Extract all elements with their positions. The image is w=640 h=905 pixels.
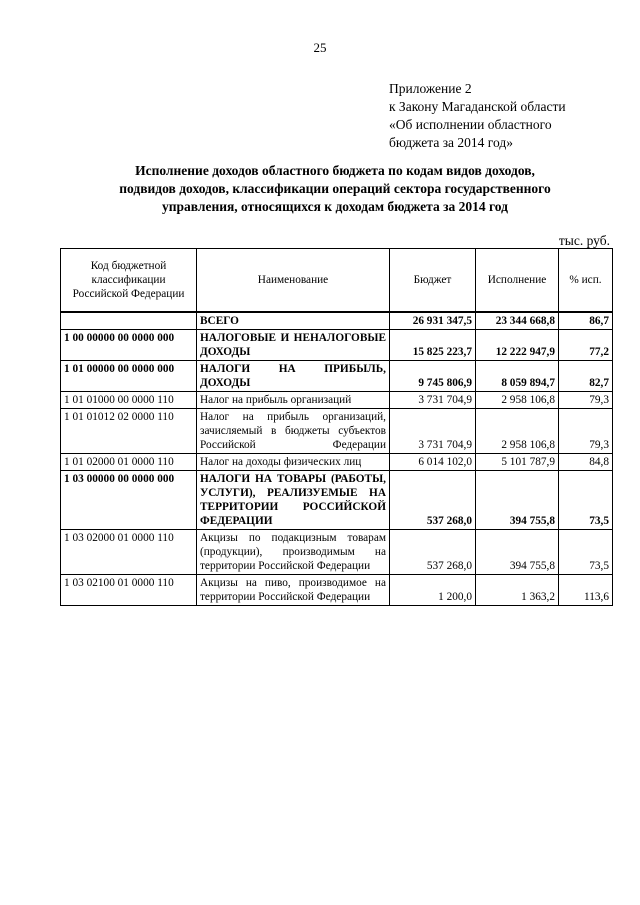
document-title [70, 162, 600, 216]
unit-label: тыс. руб. [558, 233, 610, 248]
row-budget: 9 745 806,9 [390, 361, 476, 392]
row-execution: 394 755,8 [476, 530, 559, 575]
appendix-line: бюджета за 2014 год» [389, 135, 513, 150]
table-row [61, 409, 613, 454]
table-header-row [61, 249, 613, 313]
row-budget: 15 825 223,7 [390, 330, 476, 361]
row-name: НАЛОГИ НА ТОВАРЫ (РАБОТЫ, УСЛУГИ), РЕАЛИЗУЕМЫЕ НА ТЕРРИТОРИИ РОССИЙСКОЙ ФЕДЕРАЦИИ [197, 471, 390, 530]
title-line: управления, относящихся к доходам бюджета за 2014 год [161, 199, 508, 214]
row-execution: 394 755,8 [476, 471, 559, 530]
row-name: Налог на прибыль организаций, зачисляемый в бюджеты субъектов Российской Федерации [197, 409, 390, 454]
row-percent: 79,3 [559, 409, 613, 454]
page-number: 25 [313, 40, 327, 55]
row-percent: 73,5 [559, 471, 613, 530]
header-percent: % исп. [559, 249, 613, 313]
title-line: Исполнение доходов областного бюджета по кодам видов доходов, [135, 163, 535, 178]
table-row [61, 575, 613, 606]
row-percent: 77,2 [559, 330, 613, 361]
row-code: 1 01 01000 00 0000 110 [61, 392, 197, 409]
title-line: подвидов доходов, классификации операций сектора государственного [119, 181, 551, 196]
row-code: 1 03 00000 00 0000 000 [61, 471, 197, 530]
table-row [61, 471, 613, 530]
header-budget: Бюджет [390, 249, 476, 313]
row-budget: 537 268,0 [390, 471, 476, 530]
row-budget: 6 014 102,0 [390, 454, 476, 471]
row-code: 1 01 01012 02 0000 110 [61, 409, 197, 454]
row-budget: 537 268,0 [390, 530, 476, 575]
row-name: НАЛОГИ НА ПРИБЫЛЬ, ДОХОДЫ [197, 361, 390, 392]
row-name: ВСЕГО [197, 312, 390, 330]
header-code: Код бюджетной классификации Российской Федерации [61, 249, 197, 313]
row-code [61, 312, 197, 330]
row-code: 1 03 02000 01 0000 110 [61, 530, 197, 575]
row-execution: 8 059 894,7 [476, 361, 559, 392]
table-row [61, 361, 613, 392]
appendix-line: «Об исполнении областного [389, 117, 552, 132]
row-percent: 86,7 [559, 312, 613, 330]
row-percent: 73,5 [559, 530, 613, 575]
row-execution: 5 101 787,9 [476, 454, 559, 471]
row-code: 1 00 00000 00 0000 000 [61, 330, 197, 361]
row-percent: 113,6 [559, 575, 613, 606]
row-budget: 1 200,0 [390, 575, 476, 606]
row-budget: 3 731 704,9 [390, 392, 476, 409]
budget-table [60, 248, 613, 606]
row-name: Акцизы по подакцизным товарам (продукции), производимым на территории Российской Федерации [197, 530, 390, 575]
table-row [61, 392, 613, 409]
row-budget: 26 931 347,5 [390, 312, 476, 330]
row-code: 1 01 02000 01 0000 110 [61, 454, 197, 471]
row-code: 1 01 00000 00 0000 000 [61, 361, 197, 392]
header-name: Наименование [197, 249, 390, 313]
table-row [61, 312, 613, 330]
row-percent: 84,8 [559, 454, 613, 471]
row-percent: 79,3 [559, 392, 613, 409]
row-execution: 2 958 106,8 [476, 392, 559, 409]
row-name: НАЛОГОВЫЕ И НЕНАЛОГОВЫЕ ДОХОДЫ [197, 330, 390, 361]
table-row [61, 330, 613, 361]
table-row [61, 530, 613, 575]
appendix-note [389, 80, 566, 152]
header-execution: Исполнение [476, 249, 559, 313]
row-execution: 2 958 106,8 [476, 409, 559, 454]
row-code: 1 03 02100 01 0000 110 [61, 575, 197, 606]
row-name: Налог на доходы физических лиц [197, 454, 390, 471]
row-execution: 1 363,2 [476, 575, 559, 606]
row-execution: 23 344 668,8 [476, 312, 559, 330]
row-execution: 12 222 947,9 [476, 330, 559, 361]
row-budget: 3 731 704,9 [390, 409, 476, 454]
row-name: Налог на прибыль организаций [197, 392, 390, 409]
row-name: Акцизы на пиво, производимое на территории Российской Федерации [197, 575, 390, 606]
row-percent: 82,7 [559, 361, 613, 392]
table-row [61, 454, 613, 471]
appendix-line: к Закону Магаданской области [389, 99, 566, 114]
appendix-line: Приложение 2 [389, 81, 472, 96]
